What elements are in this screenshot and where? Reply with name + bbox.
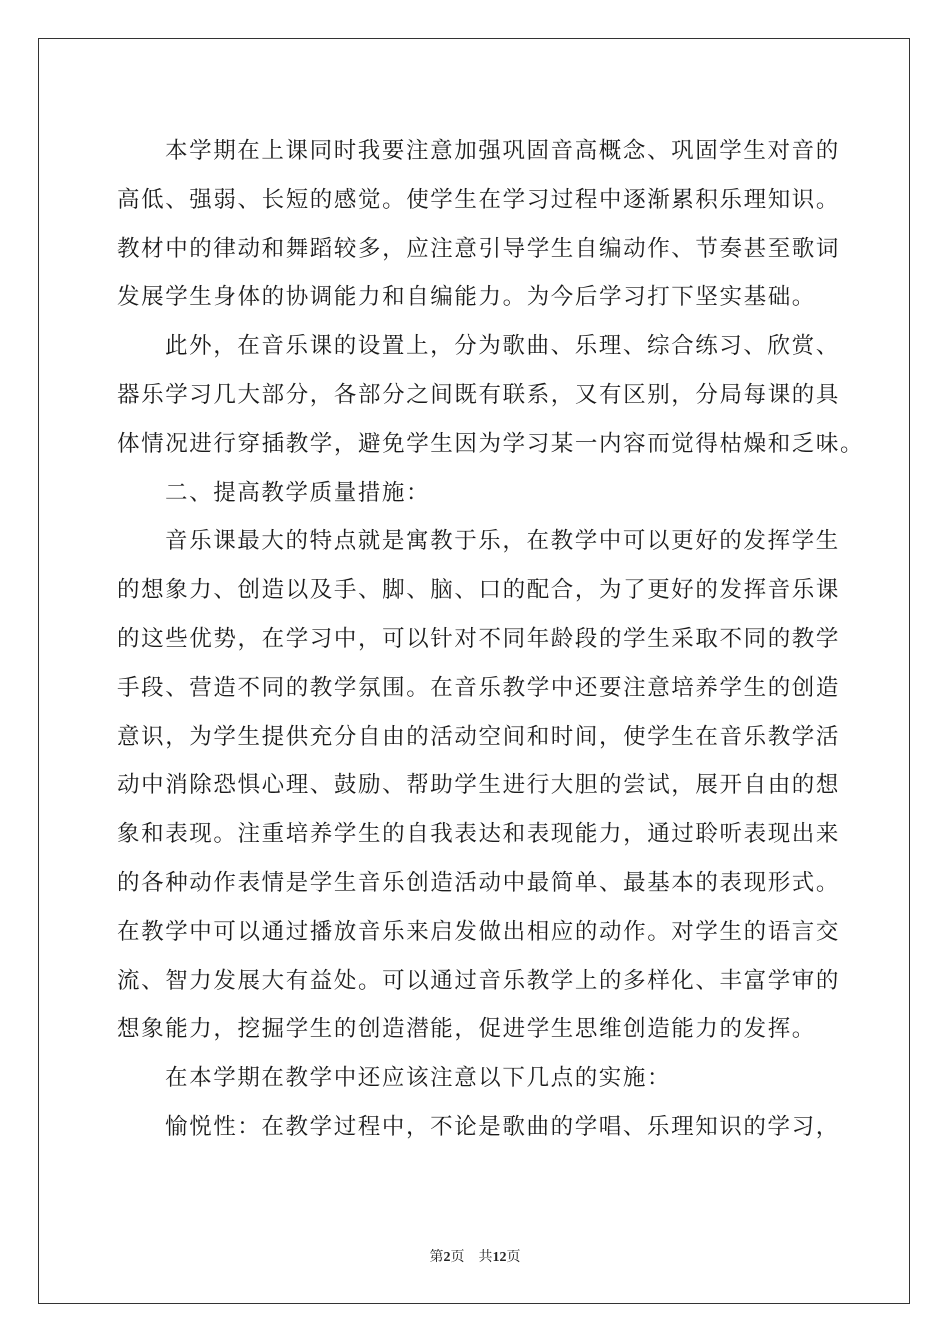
text-line: 在本学期在教学中还应该注意以下几点的实施： bbox=[165, 1065, 672, 1092]
text-line: 动中消除恐惧心理、鼓励、帮助学生进行大胆的尝试，展开自由的想 bbox=[117, 772, 841, 799]
text-line: 发展学生身体的协调能力和自编能力。为今后学习打下坚实基础。 bbox=[117, 284, 816, 311]
text-line: 体情况进行穿插教学，避免学生因为学习某一内容而觉得枯燥和乏味。 bbox=[117, 430, 865, 457]
text-line: 想象能力，挖掘学生的创造潜能，促进学生思维创造能力的发挥。 bbox=[117, 1016, 816, 1043]
page-label-suffix: 页 bbox=[450, 1250, 465, 1265]
text-line: 的各种动作表情是学生音乐创造活动中最简单、最基本的表现形式。 bbox=[117, 869, 841, 896]
text-line: 的这些优势，在学习中，可以针对不同年龄段的学生采取不同的教学 bbox=[117, 625, 841, 652]
document-body bbox=[117, 127, 865, 1152]
text-line: 此外，在音乐课的设置上，分为歌曲、乐理、综合练习、欣赏、 bbox=[165, 333, 840, 360]
text-line: 意识，为学生提供充分自由的活动空间和时间，使学生在音乐教学活 bbox=[117, 723, 841, 750]
text-line: 手段、营造不同的教学氛围。在音乐教学中还要注意培养学生的创造 bbox=[117, 674, 841, 701]
total-label-suffix: 页 bbox=[506, 1250, 521, 1265]
total-label-prefix: 共 bbox=[478, 1250, 493, 1265]
text-line: 高低、强弱、长短的感觉。使学生在学习过程中逐渐累积乐理知识。 bbox=[117, 186, 841, 213]
page-label-prefix: 第 bbox=[429, 1250, 444, 1265]
text-line: 的想象力、创造以及手、脚、脑、口的配合，为了更好的发挥音乐课 bbox=[117, 577, 841, 604]
text-line: 音乐课最大的特点就是寓教于乐，在教学中可以更好的发挥学生 bbox=[165, 528, 840, 555]
page-number: 2 bbox=[443, 1250, 451, 1265]
text-line: 二、提高教学质量措施： bbox=[165, 479, 431, 506]
page-footer bbox=[0, 1246, 950, 1266]
text-line: 流、智力发展大有益处。可以通过音乐教学上的多样化、丰富学审的 bbox=[117, 967, 841, 994]
text-line: 本学期在上课同时我要注意加强巩固音高概念、巩固学生对音的 bbox=[165, 138, 840, 164]
text-line: 在教学中可以通过播放音乐来启发做出相应的动作。对学生的语言交 bbox=[117, 918, 841, 945]
total-pages: 12 bbox=[492, 1250, 507, 1265]
text-line: 教材中的律动和舞蹈较多，应注意引导学生自编动作、节奏甚至歌词 bbox=[117, 235, 841, 262]
text-line: 象和表现。注重培养学生的自我表达和表现能力，通过聆听表现出来 bbox=[117, 821, 841, 848]
text-line: 愉悦性：在教学过程中，不论是歌曲的学唱、乐理知识的学习， bbox=[165, 1113, 840, 1140]
text-line: 器乐学习几大部分，各部分之间既有联系，又有区别，分局每课的具 bbox=[117, 381, 841, 408]
